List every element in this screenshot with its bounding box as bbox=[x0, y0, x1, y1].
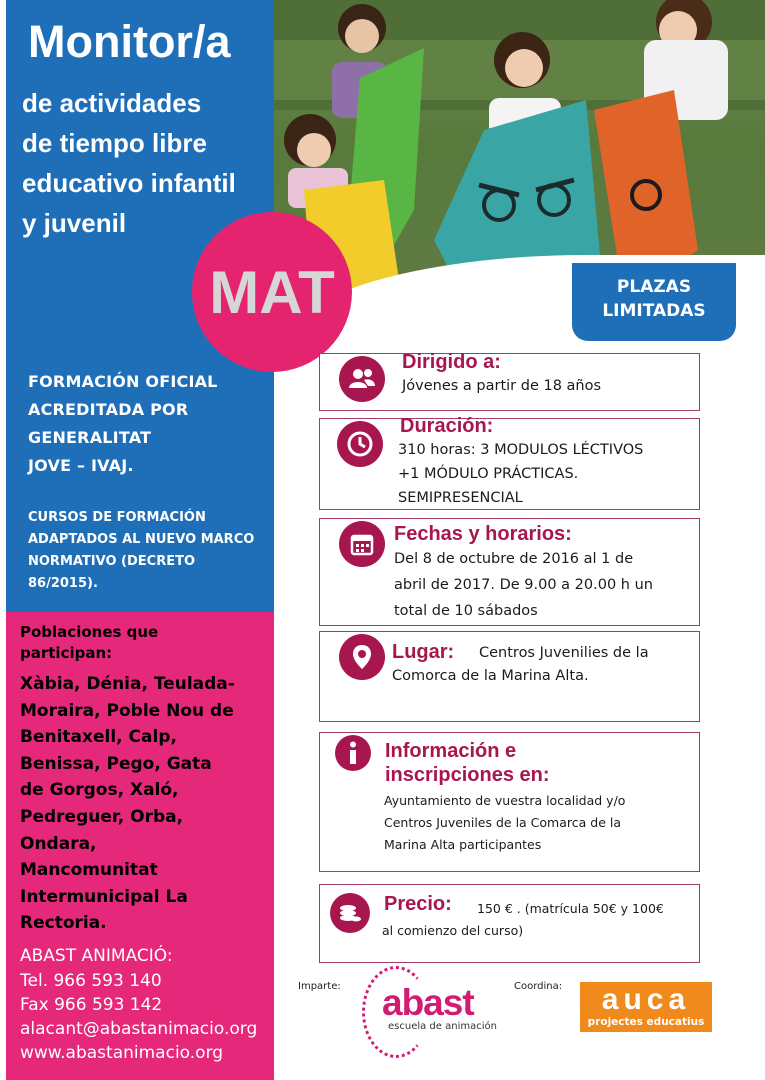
official-line-3: GENERALITAT bbox=[28, 428, 152, 447]
contact-email[interactable]: alacant@abastanimacio.org bbox=[20, 1019, 258, 1039]
town-line: Benissa, Pego, Gata bbox=[20, 753, 212, 774]
duracion-line-2: +1 MÓDULO PRÁCTICAS. bbox=[398, 466, 579, 482]
town-line: Xàbia, Dénia, Teulada- bbox=[20, 674, 235, 694]
coordina-label: Coordina: bbox=[514, 981, 563, 992]
abast-logo-subtitle: escuela de animación bbox=[388, 1021, 497, 1032]
fechas-heading: Fechas y horarios: bbox=[394, 523, 572, 545]
fechas-line-2: abril de 2017. De 9.00 a 20.00 h un bbox=[394, 577, 653, 593]
towns-list bbox=[20, 671, 235, 937]
clock-icon bbox=[337, 421, 383, 467]
precio-heading: Precio: bbox=[384, 893, 452, 915]
informacion-heading-2: inscripciones en: bbox=[385, 764, 550, 786]
contact-website[interactable]: www.abastanimacio.org bbox=[20, 1043, 224, 1063]
abast-logo: abast bbox=[382, 982, 474, 1023]
fechas-line-1: Del 8 de octubre de 2016 al 1 de bbox=[394, 551, 634, 567]
duracion-line-3: SEMIPRESENCIAL bbox=[398, 490, 523, 506]
courses-line-3: NORMATIVO (DECRETO bbox=[28, 554, 196, 569]
dirigido-text: Jóvenes a partir de 18 años bbox=[402, 378, 602, 394]
town-line: de Gorgos, Xaló, bbox=[20, 780, 179, 801]
subtitle-line-1: de actividades bbox=[22, 88, 202, 118]
fechas-line-3: total de 10 sábados bbox=[394, 603, 538, 619]
auca-logo bbox=[580, 982, 712, 1032]
town-line: Moraira, Poble Nou de bbox=[20, 700, 234, 721]
courses-line-2: ADAPTADOS AL NUEVO MARCO bbox=[28, 532, 255, 547]
mat-label: MAT bbox=[209, 258, 335, 326]
location-pin-icon bbox=[339, 634, 385, 680]
subtitle-line-3: educativo infantil bbox=[22, 168, 236, 198]
town-line: Ondara, bbox=[20, 833, 97, 854]
dirigido-heading: Dirigido a: bbox=[402, 351, 501, 373]
official-line-4: JOVE – IVAJ. bbox=[28, 456, 134, 475]
plazas-line-1: PLAZAS bbox=[616, 277, 692, 297]
lugar-line-2: Comorca de la Marina Alta. bbox=[392, 668, 589, 684]
informacion-heading-1: Información e bbox=[385, 740, 517, 762]
contact-org: ABAST ANIMACIÓ: bbox=[20, 946, 173, 966]
poblaciones-heading bbox=[20, 622, 158, 664]
town-line: Mancomunitat bbox=[20, 860, 158, 881]
precio-text: 150 € . (matrícula 50€ y 100€ bbox=[477, 901, 664, 916]
imparte-label: Imparte: bbox=[298, 981, 341, 992]
town-line: Benitaxell, Calp, bbox=[20, 727, 177, 748]
group-icon bbox=[339, 356, 385, 402]
subtitle-line-2: de tiempo libre bbox=[22, 128, 207, 158]
calendar-icon bbox=[339, 521, 385, 567]
lugar-text: Centros Juvenilies de la bbox=[479, 645, 649, 661]
informacion-line-1: Ayuntamiento de vuestra localidad y/o bbox=[384, 793, 626, 808]
courses-line-1: CURSOS DE FORMACIÓN bbox=[28, 510, 206, 525]
official-line-1: FORMACIÓN OFICIAL bbox=[28, 372, 218, 391]
info-icon bbox=[335, 735, 371, 771]
lugar-heading: Lugar: bbox=[392, 641, 455, 663]
town-line: Pedreguer, Orba, bbox=[20, 806, 184, 827]
plazas-limitadas-badge bbox=[572, 263, 736, 341]
plazas-line-2: LIMITADAS bbox=[602, 301, 706, 321]
contact-fax: Fax 966 593 142 bbox=[20, 995, 163, 1015]
courses-line-4: 86/2015). bbox=[28, 576, 98, 591]
auca-logo-text: auca bbox=[601, 983, 691, 1016]
poblaciones-heading-2: participan: bbox=[20, 644, 113, 662]
town-line: Rectoria. bbox=[20, 913, 107, 934]
informacion-line-2: Centros Juveniles de la Comarca de la bbox=[384, 815, 621, 830]
precio-line-2: al comienzo del curso) bbox=[382, 923, 524, 938]
mat-badge bbox=[192, 212, 352, 372]
poblaciones-heading-1: Poblaciones que bbox=[20, 623, 159, 641]
page-title: Monitor/a bbox=[28, 16, 231, 67]
contact-tel: Tel. 966 593 140 bbox=[20, 971, 162, 991]
official-line-2: ACREDITADA POR bbox=[28, 400, 189, 419]
town-line: Intermunicipal La bbox=[20, 886, 188, 907]
coins-icon bbox=[330, 893, 370, 933]
duracion-heading: Duración: bbox=[400, 415, 494, 437]
auca-logo-subtitle: projectes educatius bbox=[587, 1016, 705, 1028]
subtitle-line-4: y juvenil bbox=[22, 208, 127, 238]
informacion-line-3: Marina Alta participantes bbox=[384, 837, 542, 852]
duracion-line-1: 310 horas: 3 MODULOS LÉCTIVOS bbox=[398, 442, 644, 458]
